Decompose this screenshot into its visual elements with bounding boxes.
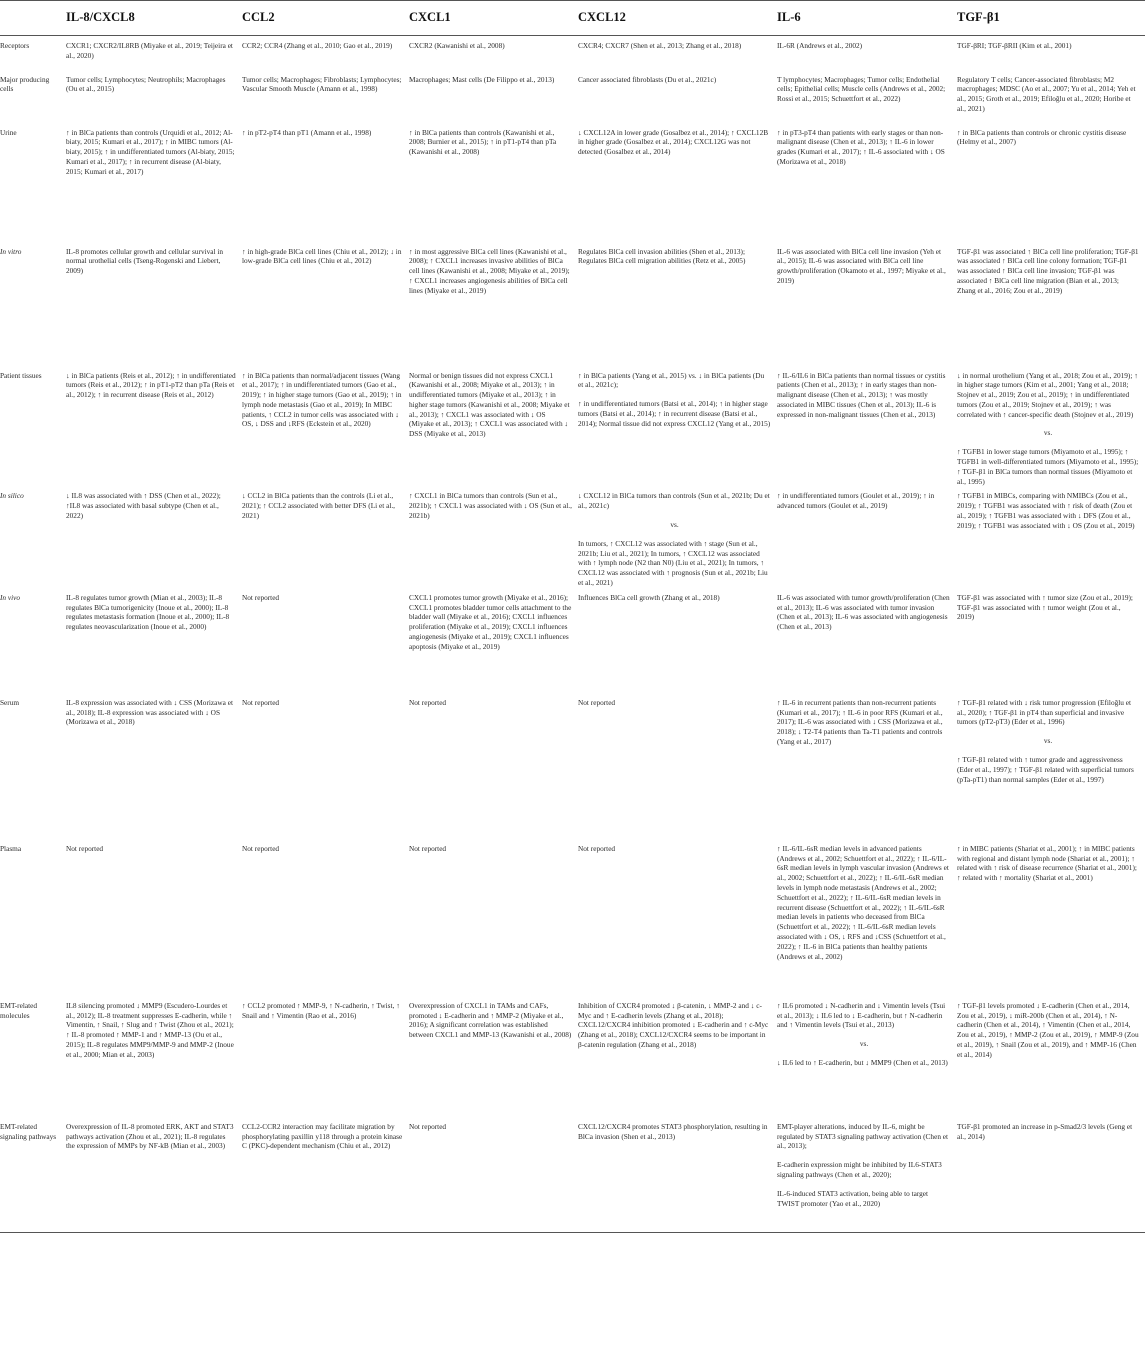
- cell-in-silico-il8: [66, 486, 242, 587]
- cell-paragraph: CXCL1 promotes tumor growth (Miyake et al., 2016); CXCL1 promotes bladder tumor cells attachment to the bladder wall (Miyake et al., 2016); CXCL1 influences proliferation (Miyake et al., 2019); CXCL1 influences angiogenesis (Miyake et al., 2019); CXCL1 influences apoptosis (Miyake et al., 2019): [409, 592, 572, 651]
- cell-paragraph: ↑ IL6 promoted ↓ N-cadherin and ↓ Vimentin levels (Tsui et al., 2013); ↓ IL6 led to ↓ E-cadherin, but ↑ N-cadherin and ↑ Vimentin levels (Tsui et al., 2013): [777, 1000, 946, 1030]
- cell-in-silico-cxcl12: [578, 486, 777, 587]
- cell-emt-molecules-cxcl12: [578, 996, 777, 1117]
- cell-paragraph: Tumor cells; Macrophages; Fibroblasts; Lymphocytes; Vascular Smooth Muscle (Amann et al., 1998): [242, 74, 402, 94]
- cell-paragraph: Not reported: [242, 697, 280, 707]
- cell-paragraph: ↑ in most aggressive BlCa cell lines (Kawanishi et al., 2008); ↑ CXCL1 increases invasive abilities of BlCa cell lines (Kawanishi et al., 2008; Miyake et al., 2019); ↑ CXCL1 increases angiogenesis abilities of BlCa cell lines (Miyake et al., 2019): [409, 246, 570, 295]
- cell-paragraph: Tumor cells; Lymphocytes; Neutrophils; Macrophages (Ou et al., 2015): [66, 74, 226, 94]
- cell-in-silico-il6: [777, 486, 957, 587]
- row-label-in-vivo: In vivo: [0, 592, 21, 602]
- cell-emt-pathways-tgfb1: [957, 1117, 1145, 1233]
- cell-paragraph: Not reported: [242, 843, 280, 853]
- cell-paragraph: TGF-β1 promoted an increase in p-Smad2/3 levels (Geng et al., 2014): [957, 1121, 1133, 1141]
- cell-paragraph: IL-6R (Andrews et al., 2002): [777, 41, 863, 50]
- cell-patient-tissues-tgfb1: [957, 366, 1145, 487]
- cell-paragraph: IL-6 was associated with tumor growth/proliferation (Chen et al., 2013); IL-6 was associated with tumor invasion (Chen et al., 2013); IL-6 was associated with angiogenesis (Chen et al., 2013): [777, 592, 950, 632]
- header-stub: [0, 1, 66, 36]
- cell-paragraph: Normal or benign tissues did not express CXCL1 (Kawanishi et al., 2008; Miyake et al., 2013); ↑ in undifferentiated tumors (Miyake et al., 2013); ↑ in higher stage tumors (Kawanishi et al., 2008; Miyake et al., 2013); ↑ CXCL1 was associated with ↓ OS (Miyake et al., 2013); ↑ CXCL1 was associated with ↓ DSS (Miyake et al., 2013): [409, 370, 570, 439]
- table-row-in-silico: [0, 486, 1145, 587]
- cell-paragraph: ↑ TGF-β1 related with ↓ risk tumor progression (Efiloğlu et al., 2020); ↑ TGF-β1 in pT4 than superficial and invasive tumors (pT2-pT3) (Eder et al., 1996): [957, 697, 1132, 727]
- cell-receptors-ccl2: [242, 36, 409, 70]
- cell-emt-molecules-il8: [66, 996, 242, 1117]
- cell-paragraph: ↑ IL-6 in recurrent patients than non-recurrent patients (Kumari et al., 2017); ↑ IL-6 in poor RFS (Kumari et al., 2017); IL-6 was associated with ↓ CSS (Morizawa et al., 2018); ↓ T2-T4 patients than Ta-T1 patients and controls (Yang et al., 2017): [777, 697, 943, 747]
- cell-paragraph: ↑ in undifferentiated tumors (Batsi et al., 2014); ↑ in higher stage tumors (Batsi et al., 2014); ↑ in recurrent disease (Batsi et al., 2014); Normal tissue did not express CXCL12 (Yang et al., 2015): [578, 399, 771, 428]
- cell-plasma-il8: [66, 839, 242, 996]
- row-label-receptors: Receptors: [0, 41, 30, 50]
- cell-paragraph: ↑ in pT2-pT4 than pT1 (Amann et al., 1998): [242, 127, 372, 137]
- cell-paragraph: ↑ TGFB1 in lower stage tumors (Miyamoto et al., 1995); ↑ TGFB1 in well-differentiated tumors (Miyamoto et al., 1995); ↑ TGF-β1 in BlCa tumors than normal tissues (Miyamoto et al., 1995): [957, 447, 1139, 486]
- cell-emt-molecules-il6: [777, 996, 957, 1117]
- cell-paragraph: ↓ IL6 led to ↑ E-cadherin, but ↓ MMP9 (Chen et al., 2013): [777, 1058, 948, 1068]
- cell-in-vitro-il8: [66, 242, 242, 366]
- cell-receptors-il8: [66, 36, 242, 70]
- table-row-receptors: [0, 36, 1145, 70]
- cell-paragraph: Overexpression of IL-8 promoted ERK, AKT and STAT3 pathways activation (Zhou et al., 2021); IL-8 regulates the expression of MMPs by NF-kB (Mian et al., 2003): [66, 1121, 234, 1151]
- cell-serum-tgfb1: [957, 693, 1145, 839]
- cell-paragraph: ↑ in BlCa patients (Yang et al., 2015) vs. ↓ in BlCa patients (Du et al., 2021c);: [578, 370, 765, 390]
- row-label-in-silico: In silico: [0, 491, 24, 501]
- cell-paragraph: ↑ IL-6/IL6 in BlCa patients than normal tissues or cystitis patients (Chen et al., 2013); ↑ in early stages than non-malignant disease (Chen et al., 2013); ↑ was mostly associated in MIBC tissues (Chen et al., 2013); IL-6 is expressed in non-malignant tissues (Chen et al., 2013): [777, 370, 946, 419]
- cell-plasma-tgfb1: [957, 839, 1145, 996]
- cell-paragraph: ↓ IL8 was associated with ↑ DSS (Chen et al., 2022); ↑IL8 was associated with basal subtype (Chen et al., 2022): [66, 491, 221, 521]
- cell-producing-cells-il8: [66, 70, 242, 123]
- header-cxcl12: CXCL12: [578, 1, 777, 36]
- cell-paragraph: ↑ in BlCa patients than normal/adjacent tissues (Wang et al., 2017); ↑ in undifferentiated tumors (Gao et al., 2019); ↑ in higher stage tumors (Gao et al., 2019); ↑ in lymph node metastasis (Gao et al., 2019); In MIBC patients, ↑ CCL2 in tumor cells was associated with ↓ OS, ↓ DSS and ↓RFS (Eckstein et al., 2020): [242, 370, 402, 429]
- cell-paragraph: Regulates BlCa cell invasion abilities (Shen et al., 2013); Regulates BlCa cell migration abilities (Retz et al., 2005): [578, 246, 746, 266]
- cell-in-vitro-tgfb1: [957, 242, 1145, 366]
- cell-in-vitro-cxcl1: [409, 242, 578, 366]
- cell-paragraph: Not reported: [409, 697, 447, 707]
- cell-urine-tgfb1: [957, 123, 1145, 242]
- cell-paragraph: vs.: [1043, 736, 1053, 746]
- cell-in-vivo-ccl2: [242, 588, 409, 693]
- cell-paragraph: ↓ CXCL12 in BlCa tumors than controls (Sun et al., 2021b; Du et al., 2021c): [578, 491, 770, 511]
- cell-patient-tissues-cxcl12: [578, 366, 777, 487]
- cell-paragraph: ↑ TGF-β1 related with ↑ tumor grade and aggressiveness (Eder et al., 1997); ↑ TGF-β1 related with superficial tumors (pTa-pT1) than normal samples (Eder et al., 1997): [957, 755, 1134, 784]
- cell-paragraph: T lymphocytes; Macrophages; Tumor cells; Endothelial cells; Epithelial cells; Muscle cells (Andrews et al., 2002; Rossi et al., 2015; Schuettfort et al., 2022): [777, 74, 946, 104]
- cell-paragraph: EMT-player alterations, induced by IL-6, might be regulated by STAT3 signaling pathway activation (Chen et al., 2013);: [777, 1121, 949, 1151]
- cell-paragraph: Influences BlCa cell growth (Zhang et al., 2018): [578, 592, 720, 602]
- table-row-in-vitro: [0, 242, 1145, 366]
- row-label-patient-tissues: Patient tissues: [0, 370, 42, 380]
- cell-paragraph: Not reported: [242, 592, 280, 602]
- cell-in-vitro-ccl2: [242, 242, 409, 366]
- cell-in-silico-tgfb1: [957, 486, 1145, 587]
- cell-paragraph: ↓ CCL2 in BlCa patients than the controls (Li et al., 2021); ↑ CCL2 associated with better DFS (Li et al., 2021): [242, 491, 396, 521]
- cell-paragraph: ↑ IL-6/IL-6sR median levels in advanced patients (Andrews et al., 2002; Schuettfort et al., 2022); ↑ IL-6/IL-6sR median levels in lymph vascular invasion (Andrews et al., 2002; Schuettfort et al., 2022); ↑ IL-6/IL-6sR median levels in lymph node metastasis (Andrews et al., 2002; Schuettfort et al., 2022); ↑ IL-6/IL-6sR median levels in recurrent disease (Schuettfort et al., 2022); ↑ IL-6/IL-6sR median levels in patients who deceased from BlCa (Schuettfort et al., 2022); ↑ IL-6/IL-6sR median levels associated with ↓ OS, ↓ RFS and ↓CSS (Schuettfort et al., 2022); ↑ IL-6 in BlCa patients than healthy patients (Andrews et al., 2002): [777, 843, 949, 961]
- cell-paragraph: ↑ CXCL1 in BlCa tumors than controls (Sun et al., 2021b); ↑ CXCL1 was associated with ↓ OS (Sun et al., 2021b): [409, 491, 572, 521]
- cell-receptors-cxcl12: [578, 36, 777, 70]
- cell-receptors-cxcl1: [409, 36, 578, 70]
- cell-plasma-cxcl1: [409, 839, 578, 996]
- cell-paragraph: CCR2; CCR4 (Zhang et al., 2010; Gao et al., 2019): [242, 41, 393, 50]
- cell-paragraph: ↑ TGF-β1 levels promoted ↓ E-cadherin (Chen et al., 2014, Zou et al., 2019), ↓ miR-200b (Chen et al., 2014), ↑ N-cadherin (Chen et al., 2014), ↑ Vimentin (Chen et al., 2014, Zou et al., 2019), ↑ MMP-2 (Zou et al., 2019), ↑ MMP-9 (Zou et al., 2019), ↑ Snail (Zou et al., 2019), and ↑ MMP-16 (Chen et al., 2014): [957, 1000, 1139, 1059]
- cell-producing-cells-cxcl12: [578, 70, 777, 123]
- cell-paragraph: Not reported: [409, 843, 447, 853]
- row-label-serum: Serum: [0, 697, 20, 707]
- cell-patient-tissues-il8: [66, 366, 242, 487]
- cell-paragraph: CXCR1; CXCR2/IL8RB (Miyake et al., 2019; Teijeira et al., 2020): [66, 41, 233, 60]
- cell-paragraph: CCL2-CCR2 interaction may facilitate migration by phosphorylating paxillin y118 through a protein kinase C (PKC)-dependent mechanism (Chiu et al., 2012): [242, 1121, 403, 1151]
- cell-paragraph: Not reported: [409, 1121, 447, 1131]
- cell-paragraph: ↑ in BlCa patients than controls (Kawanishi et al., 2008; Burnier et al., 2015); ↑ in pT1-pT4 than pTa (Kawanishi et al., 2008): [409, 127, 557, 157]
- cell-paragraph: ↑ TGFB1 in MIBCs, comparing with NMIBCs (Zou et al., 2019); ↑ TGFB1 was associated with ↑ risk of death (Zou et al., 2019); ↑ TGFB1 was associated with ↓ DFS (Zou et al., 2019); ↑ TGFB1 was associated with ↓ OS (Zou et al., 2019): [957, 491, 1135, 530]
- cell-in-silico-ccl2: [242, 486, 409, 587]
- cell-paragraph: ↑ in undifferentiated tumors (Goulet et al., 2019); ↑ in advanced tumors (Goulet et al., 2019): [777, 491, 935, 511]
- cell-paragraph: IL-6 was associated with BlCa cell line invasion (Yeh et al., 2015); IL-6 was associated with BlCa cell line growth/proliferation (Okamoto et al., 1997; Miyake et al., 2019): [777, 246, 946, 285]
- table-row-emt-molecules: [0, 996, 1145, 1117]
- cell-serum-il8: [66, 693, 242, 839]
- row-label-urine: Urine: [0, 127, 17, 137]
- table-row-producing-cells: [0, 70, 1145, 123]
- cell-paragraph: ↑ in BlCa patients than controls (Urquidi et al., 2012; Al-biaty, 2015; Kumari et al., 2017); ↑ in MIBC tumors (Al-biaty, 2015); ↑ in undifferentiated tumors (Al-biaty, 2015; Kumari et al., 2017); ↑ in recurrent disease (Al-biaty, 2015; Kumari et al., 2017): [66, 127, 235, 176]
- header-il8: IL-8/CXCL8: [66, 1, 242, 36]
- cell-urine-ccl2: [242, 123, 409, 242]
- table-row-plasma: [0, 839, 1145, 996]
- table-row-emt-pathways: [0, 1117, 1145, 1233]
- cell-paragraph: IL-6-induced STAT3 activation, being able to target TWIST promoter (Yao et al., 2020): [777, 1188, 929, 1208]
- cell-paragraph: ↑ in pT3-pT4 than patients with early stages or than non-malignant disease (Chen et al., 2013); ↑ IL-6 in lower grades (Kumari et al., 2017); ↑ IL-6 associated with ↓ OS (Morizawa et al., 2018): [777, 127, 945, 166]
- cell-paragraph: Macrophages; Mast cells (De Filippo et al., 2013): [409, 74, 555, 84]
- cell-paragraph: vs.: [1043, 428, 1053, 438]
- cell-in-vivo-il8: [66, 588, 242, 693]
- cell-receptors-tgfb1: [957, 36, 1145, 70]
- cell-paragraph: ↑ in high-grade BlCa cell lines (Chiu et al., 2012); ↓ in low-grade BlCa cell lines (Chiu et al., 2012): [242, 246, 402, 266]
- cell-urine-il8: [66, 123, 242, 242]
- cell-producing-cells-ccl2: [242, 70, 409, 123]
- cell-paragraph: ↓ in normal urothelium (Yang et al., 2018; Zou et al., 2019); ↑ in higher stage tumors (Kim et al., 2001; Yang et al., 2018; Stojnev et al., 2019; Zou et al., 2019); ↑ in undifferentiated tumors (Zou et al., 2019; Stojnev et al., 2019); ↑ was correlated with ↑ cancer-specific death (Stojnev et al., 2019): [957, 370, 1138, 419]
- cell-emt-molecules-ccl2: [242, 996, 409, 1117]
- header-tgfb1: TGF-β1: [957, 1, 1145, 36]
- cell-paragraph: Not reported: [66, 843, 104, 853]
- cell-emt-pathways-ccl2: [242, 1117, 409, 1233]
- header-row: [0, 1, 1145, 36]
- table-row-urine: [0, 123, 1145, 242]
- cell-paragraph: ↑ CCL2 promoted ↑ MMP-9, ↑ N-cadherin, ↑ Twist, ↑ Snail and ↑ Vimentin (Rao et al., 2016): [242, 1000, 400, 1020]
- cell-paragraph: ↑ in BlCa patients than controls or chronic cystitis disease (Helmy et al., 2007): [957, 127, 1127, 147]
- row-label-emt-pathways: EMT-related signaling pathways: [0, 1117, 66, 1233]
- cell-in-vitro-cxcl12: [578, 242, 777, 366]
- row-label-plasma: Plasma: [0, 843, 22, 853]
- table-row-patient-tissues: [0, 366, 1145, 487]
- cell-serum-il6: [777, 693, 957, 839]
- cell-producing-cells-il6: [777, 70, 957, 123]
- cell-plasma-cxcl12: [578, 839, 777, 996]
- row-label-in-vitro: In vitro: [0, 246, 22, 256]
- cell-paragraph: vs.: [859, 1039, 869, 1049]
- cell-patient-tissues-ccl2: [242, 366, 409, 487]
- table-row-serum: [0, 693, 1145, 839]
- table-row-in-vivo: [0, 588, 1145, 693]
- cell-paragraph: TGF-β1 was associated with ↑ tumor size (Zou et al., 2019); TGF-β1 was associated with ↑ tumor weight (Zou et al., 2019): [957, 592, 1133, 622]
- cell-producing-cells-tgfb1: [957, 70, 1145, 123]
- cell-paragraph: IL-8 promotes cellular growth and cellular survival in normal urothelial cells (Tseng-Rogenski and Liebert, 2009): [66, 246, 224, 276]
- cell-serum-cxcl1: [409, 693, 578, 839]
- cell-urine-il6: [777, 123, 957, 242]
- cell-in-vivo-il6: [777, 588, 957, 693]
- cell-paragraph: IL-8 expression was associated with ↓ CSS (Morizawa et al., 2018); IL-8 expression was associated with ↓ OS (Morizawa et al., 2018): [66, 697, 233, 727]
- cell-in-silico-cxcl1: [409, 486, 578, 587]
- cell-plasma-il6: [777, 839, 957, 996]
- cell-paragraph: vs.: [670, 520, 679, 530]
- cell-paragraph: In tumors, ↑ CXCL12 was associated with ↑ stage (Sun et al., 2021b; Liu et al., 2021); In tumors, ↑ CXCL12 was associated with ↑ lymph node (N2 than N0) (Liu et al., 2021); In tumors, ↑ CXCL12 was associated with ↑ prognosis (Sun et al., 2021b; Liu et al., 2021): [578, 538, 768, 588]
- cell-in-vivo-tgfb1: [957, 588, 1145, 693]
- cell-paragraph: TGF-βRI; TGF-βRII (Kim et al., 2001): [957, 41, 1072, 50]
- header-il6: IL-6: [777, 1, 957, 36]
- cell-paragraph: IL-8 regulates tumor growth (Mian et al., 2003); IL-8 regulates BlCa tumorigenicity (Inoue et al., 2000); IL-8 regulates metastasis formation (Inoue et al., 2000); IL-8 regulates neovascularization (Inoue et al., 2000): [66, 592, 230, 632]
- cell-paragraph: ↑ in MIBC patients (Shariat et al., 2001); ↑ in MIBC patients with regional and distant lymph node (Shariat et al., 2001); ↑ related with ↑ risk of disease recurrence (Shariat et al., 2001); ↑ related with ↑ mortality (Shariat et al., 2001): [957, 843, 1137, 883]
- cell-in-vitro-il6: [777, 242, 957, 366]
- row-label-producing-cells: Major producing cells: [0, 74, 50, 94]
- cell-urine-cxcl1: [409, 123, 578, 242]
- row-label-emt-molecules: EMT-related molecules: [0, 1000, 38, 1020]
- cell-paragraph: ↓ CXCL12A in lower grade (Gosalbez et al., 2014); ↑ CXCL12B in higher grade (Gosalbez et al., 2014); CXCL12G was not detected (Gosalbez et al., 2014): [578, 127, 769, 157]
- cell-in-vivo-cxcl1: [409, 588, 578, 693]
- cell-emt-pathways-cxcl12: [578, 1117, 777, 1233]
- cell-urine-cxcl12: [578, 123, 777, 242]
- cell-in-vivo-cxcl12: [578, 588, 777, 693]
- cell-paragraph: Inhibition of CXCR4 promoted ↓ β-catenin, ↓ MMP-2 and ↓ c-Myc and ↑ E-cadherin levels (Zhang et al., 2018); CXCL12/CXCR4 inhibition promoted ↓ E-cadherin and ↑ c-Myc (Zhang et al., 2018); CXCL12/CXCR4 seems to be important in β-catenin regulation (Zhang et al., 2018): [578, 1000, 769, 1050]
- cell-serum-cxcl12: [578, 693, 777, 839]
- cell-paragraph: ↓ in BlCa patients (Reis et al., 2012); ↑ in undifferentiated tumors (Reis et al., 2012); ↑ in pT1-pT2 than pTa (Reis et al., 2012); ↑ in recurrent disease (Reis et al., 2012): [66, 370, 236, 400]
- header-ccl2: CCL2: [242, 1, 409, 36]
- cell-paragraph: CXCR4; CXCR7 (Shen et al., 2013; Zhang et al., 2018): [578, 41, 742, 50]
- cell-emt-pathways-il6: [777, 1117, 957, 1233]
- cell-emt-pathways-il8: [66, 1117, 242, 1233]
- cell-paragraph: CXCR2 (Kawanishi et al., 2008): [409, 41, 505, 50]
- cell-paragraph: Overexpression of CXCL1 in TAMs and CAFs, promoted ↓ E-cadherin and ↑ MMP-2 (Miyake et al., 2016); A significant correlation was established between CXCL1 and MMP-13 (Kawanishi et al., 2008): [409, 1000, 572, 1040]
- cell-emt-molecules-tgfb1: [957, 996, 1145, 1117]
- cell-paragraph: CXCL12/CXCR4 promotes STAT3 phosphorylation, resulting in BlCa invasion (Shen et al., 2013): [578, 1121, 768, 1141]
- cell-producing-cells-cxcl1: [409, 70, 578, 123]
- cell-paragraph: Not reported: [578, 697, 616, 707]
- cell-paragraph: Cancer associated fibroblasts (Du et al., 2021c): [578, 74, 717, 84]
- cell-patient-tissues-il6: [777, 366, 957, 487]
- cell-serum-ccl2: [242, 693, 409, 839]
- cell-paragraph: E-cadherin expression might be inhibited by IL6-STAT3 signaling pathways (Chen et al., 2020);: [777, 1160, 942, 1180]
- cell-emt-molecules-cxcl1: [409, 996, 578, 1117]
- cell-paragraph: Regulatory T cells; Cancer-associated fibroblasts; M2 macrophages; MDSC (Ao et al., 2007; Yu et al., 2014; Yeh et al., 2015; Groth et al., 2019; Efiloğlu et al., 2020; Horibe et al., 2021): [957, 74, 1136, 113]
- cell-receptors-il6: [777, 36, 957, 70]
- header-cxcl1: CXCL1: [409, 1, 578, 36]
- cell-plasma-ccl2: [242, 839, 409, 996]
- cell-paragraph: Not reported: [578, 843, 616, 853]
- cell-emt-pathways-cxcl1: [409, 1117, 578, 1233]
- cell-paragraph: TGF-β1 was associated ↑ BlCa cell line proliferation; TGF-β1 was associated ↑ BlCa cell line colony formation; TGF-β1 was associated ↑ BlCa cell line invasion; TGF-β1 was associated ↑ BlCa cell line migration (Bian et al., 2013; Zhang et al., 2016; Zou et al., 2019): [957, 246, 1139, 295]
- cell-patient-tissues-cxcl1: [409, 366, 578, 487]
- cell-paragraph: IL8 silencing promoted ↓ MMP9 (Escudero-Lourdes et al., 2012); IL-8 treatment suppresses E-cadherin, while ↑ Vimentin, ↑ Snail, ↑ Slug and ↑ Twist (Zhou et al., 2021); ↑ IL-8 promoted ↑ MMP-1 and ↑ MMP-13 (Ou et al., 2015); IL-8 regulates MMP9/MMP-9 and MMP-2 (Inoue et al., 2000; Mian et al., 2003): [66, 1000, 234, 1059]
